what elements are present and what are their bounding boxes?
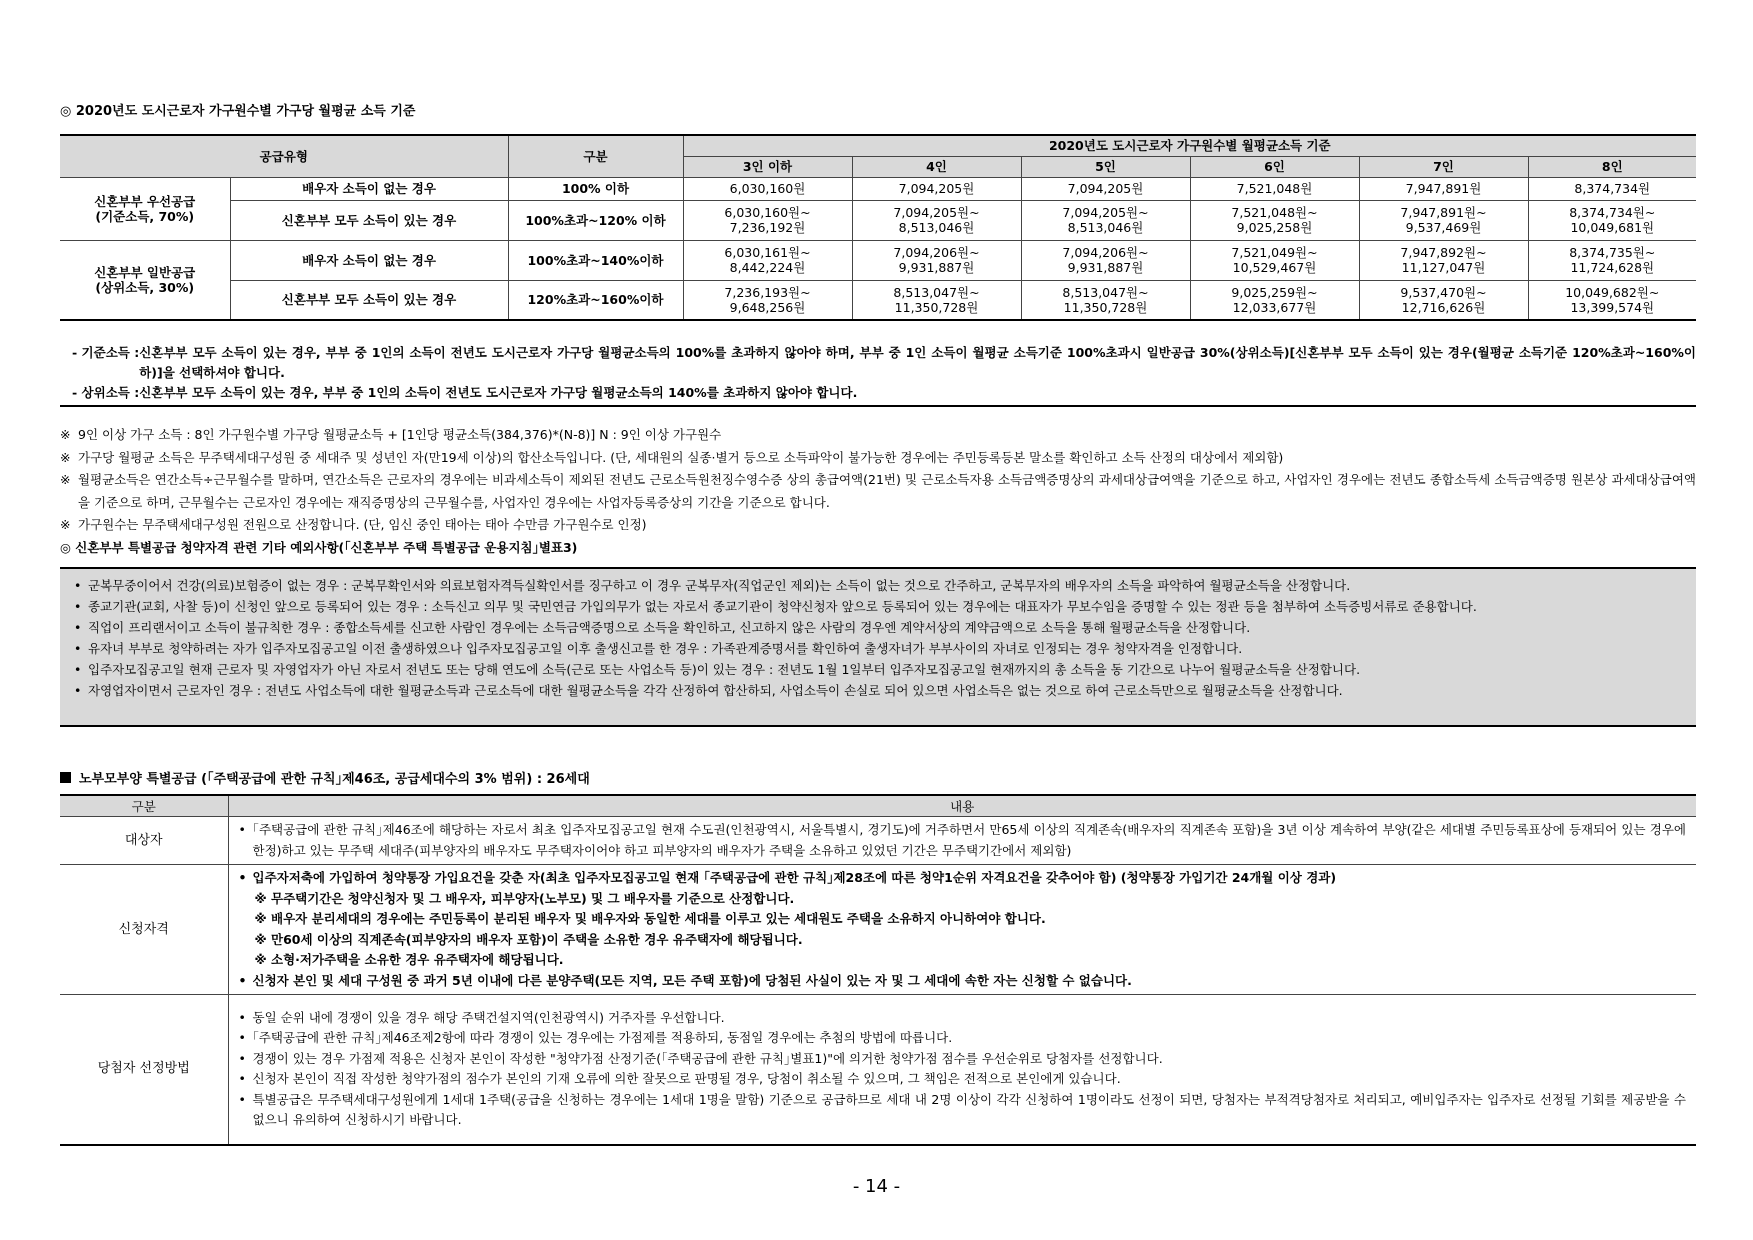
list-item-text: ｢주택공급에 관한 규칙｣제46조에 해당하는 자로서 최초 입주자모집공고일 현재 수도권(인천광역시, 서울특별시, 경기도)에 거주하면서 만65세 이상의 직계존속(배우자의 직계존속 포함)을 3년 이상 계속하여 부양(같은 세대별 주민등록표상에 등재되어 있는 경우에 한정)하고 있는 무주택 세대주(피부양자의 배우자도 무주택자이어야 하고 피부양자의 배우자가 주택을 소유하고 있었던 기간은 무주택기간에서 제외함) xyxy=(252,822,1686,858)
value-to: 10,529,467원 xyxy=(1232,260,1317,275)
note-mark: ※ xyxy=(60,472,71,487)
list-item xyxy=(74,638,1682,659)
group-label xyxy=(60,177,230,240)
value-to: 11,127,047원 xyxy=(1401,260,1486,275)
value-cell xyxy=(1359,240,1528,280)
bullet-icon: • xyxy=(238,1050,246,1066)
bullet-icon: • xyxy=(238,972,247,988)
value-cell xyxy=(1021,240,1190,280)
note-item: ※ 소형·저가주택을 소유한 경우 유주택자에 해당됩니다. xyxy=(254,952,564,967)
value-to: 11,724,628원 xyxy=(1570,260,1655,275)
range-cell: 120%초과~160%이하 xyxy=(508,280,683,320)
header-col: 3인 이하 xyxy=(683,156,852,177)
value-to: 11,350,728원 xyxy=(1063,299,1148,315)
list-item xyxy=(239,1028,1687,1049)
value-from: 7,236,193원~ xyxy=(724,284,811,300)
header-income-group: 2020년도 도시근로자 가구원수별 월평균소득 기준 xyxy=(683,135,1696,156)
value-cell: 8,374,734원 xyxy=(1528,177,1696,200)
value-from: 7,094,206원~ xyxy=(893,245,980,260)
footnote-text: 신혼부부 모두 소득이 있는 경우, 부부 중 1인의 소득이 전년도 도시근로자 가구당 월평균소득의 140%를 초과하지 않아야 합니다. xyxy=(139,385,858,400)
list-item-text: 신청자 본인이 직접 작성한 청약가점의 점수가 본인의 기재 오류에 의한 잘못으로 판명될 경우, 당첨이 취소될 수 있으며, 그 책임은 전적으로 본인에게 있습니다. xyxy=(252,1071,1121,1087)
bullet-icon: • xyxy=(238,1071,246,1087)
value-from: 7,947,892원~ xyxy=(1400,245,1487,260)
value-from: 8,513,047원~ xyxy=(1062,284,1149,300)
value-cell: 7,094,205원 xyxy=(852,177,1021,200)
section-title-text: 노부모부양 특별공급 (｢주택공급에 관한 규칙｣제46조, 공급세대수의 3% 범위) : 26세대 xyxy=(79,772,590,787)
value-cell xyxy=(683,240,852,280)
group-label xyxy=(60,240,230,320)
bullet-icon: • xyxy=(74,683,82,698)
bullet-icon: • xyxy=(74,620,82,635)
value-to: 8,513,046원 xyxy=(898,220,975,235)
section-title-income: ◎ 2020년도 도시근로자 가구원수별 가구당 월평균 소득 기준 xyxy=(60,104,416,119)
value-cell xyxy=(1021,200,1190,240)
list-item-text: 직업이 프리랜서이고 소득이 불규칙한 경우 : 종합소득세를 신고한 사람인 경우에는 소득금액증명으로 소득을 확인하고, 신고하지 않은 사람의 경우엔 계약서상의 계약금액으로 소득을 통해 월평균소득을 산정합니다. xyxy=(88,620,1251,635)
list-item xyxy=(74,659,1682,680)
case-cell: 신혼부부 모두 소득이 있는 경우 xyxy=(230,280,508,320)
list-item xyxy=(239,971,1687,992)
note-item xyxy=(60,469,1696,514)
row-content xyxy=(228,817,1696,865)
value-from: 10,049,682원~ xyxy=(1565,284,1660,300)
table-row xyxy=(60,280,1696,320)
value-cell xyxy=(1190,240,1359,280)
value-from: 9,537,470원~ xyxy=(1400,284,1487,300)
value-cell xyxy=(852,240,1021,280)
value-to: 11,350,728원 xyxy=(894,299,979,315)
value-from: 7,521,048원~ xyxy=(1231,205,1318,220)
value-to: 8,442,224원 xyxy=(729,260,806,275)
list-item xyxy=(74,596,1682,617)
footnote xyxy=(72,383,1696,403)
row-label: 신청자격 xyxy=(60,865,228,995)
header-division: 구분 xyxy=(508,135,683,177)
list-item-text: 특별공급은 무주택세대구성원에게 1세대 1주택(공급을 신청하는 경우에는 1세대 1명을 말함) 기준으로 공급하므로 세대 내 2명 이상이 각각 신청하여 1명이라도 선정이 되면, 당첨자는 부적격당첨자로 처리되고, 예비입주자는 입주자로 선정될 기회를 제공받을 수 없으니 유의하여 신청하시기 바랍니다. xyxy=(252,1091,1686,1128)
value-to: 12,033,677원 xyxy=(1232,299,1317,315)
row-content xyxy=(228,865,1696,995)
header-col: 5인 xyxy=(1021,156,1190,177)
group-label-line: (상위소득, 30%) xyxy=(95,279,195,295)
bullet-icon: • xyxy=(238,870,247,885)
value-cell: 7,947,891원 xyxy=(1359,177,1528,200)
table-row xyxy=(60,865,1696,995)
value-to: 9,931,887원 xyxy=(898,260,975,275)
note-text: 가구원수는 무주택세대구성원 전원으로 산정합니다. (단, 임신 중인 태아는 태아 수만큼 가구원수로 인정) xyxy=(78,517,647,532)
list-item-text: 종교기관(교회, 사찰 등)이 신청인 앞으로 등록되어 있는 경우 : 소득신고 의무 및 국민연금 가입의무가 없는 자로서 종교기관이 청약신청자 앞으로 등록되어 있는 경우에는 대표자가 무보수임을 증명할 수 있는 정관 등을 첨부하여 소득증빙서류로 준용합니다. xyxy=(88,599,1477,614)
value-cell xyxy=(1359,280,1528,320)
divider xyxy=(60,405,1696,407)
bullet-icon: • xyxy=(238,1091,246,1107)
range-cell: 100% 이하 xyxy=(508,177,683,200)
note-text: 가구당 월평균 소득은 무주택세대구성원 중 세대주 및 성년인 자(만19세 이상)의 합산소득입니다. (단, 세대원의 실종·별거 등으로 소득파악이 불가능한 경우에는 주민등록등본 말소를 확인하고 소득 산정의 대상에서 제외함) xyxy=(78,449,1284,465)
bullet-icon: • xyxy=(74,662,82,677)
footnote-key: - 기준소득 : xyxy=(72,345,140,360)
note-item: ※ 무주택기간은 청약신청자 및 그 배우자, 피부양자(노부모) 및 그 배우자를 기준으로 산정합니다. xyxy=(254,890,795,906)
value-cell xyxy=(1359,200,1528,240)
list-item-text: 유자녀 부부로 청약하려는 자가 입주자모집공고일 이전 출생하였으나 입주자모집공고일 이후 출생신고를 한 경우 : 가족관계증명서를 확인하여 출생자녀가 부부사이의 자녀로 인정되는 경우 청약자격을 인정합니다. xyxy=(88,641,1243,656)
header-content: 내용 xyxy=(228,795,1696,817)
value-from: 7,094,206원~ xyxy=(1062,245,1149,260)
list-item-text: 군복무중이어서 건강(의료)보험증이 없는 경우 : 군복무확인서와 의료보험자격득실확인서를 징구하고 이 경우 군복무자(직업군인 제외)는 소득이 없는 것으로 간주하고, 군복무자의 배우자의 소득을 파악하여 월평균소득을 산정합니다. xyxy=(88,578,1351,593)
note-mark: ※ xyxy=(60,427,71,442)
group-label-line: 신혼부부 우선공급 xyxy=(94,193,196,209)
table-row xyxy=(60,240,1696,280)
group-label-line: (기준소득, 70%) xyxy=(95,208,195,224)
value-cell xyxy=(1528,200,1696,240)
note-item: ※ 만60세 이상의 직계존속(피부양자의 배우자 포함)이 주택을 소유한 경우 유주택자에 해당됩니다. xyxy=(254,931,803,947)
section-title-exceptions: ◎ 신혼부부 특별공급 청약자격 관련 기타 예외사항(｢신혼부부 주택 특별공급 운용지침｣별표3) xyxy=(60,539,578,555)
value-from: 6,030,161원~ xyxy=(724,245,811,260)
value-cell: 6,030,160원 xyxy=(683,177,852,200)
case-cell: 신혼부부 모두 소득이 있는 경우 xyxy=(230,200,508,240)
page-number: - 14 - xyxy=(852,1176,901,1197)
header-col: 4인 xyxy=(852,156,1021,177)
value-cell xyxy=(683,280,852,320)
square-bullet-icon xyxy=(60,772,71,783)
list-item-text: 입주자모집공고일 현재 근로자 및 자영업자가 아닌 자로서 전년도 또는 당해 연도에 소득(근로 또는 사업소득 등)이 있는 경우 : 전년도 1월 1일부터 입주자모집공고일 현재까지의 총 소득을 동 기간으로 나누어 월평균소득을 산정합니다. xyxy=(88,662,1361,677)
value-from: 9,025,259원~ xyxy=(1231,284,1318,300)
list-item xyxy=(239,868,1687,889)
list-item-text: ｢주택공급에 관한 규칙｣제46조제2항에 따라 경쟁이 있는 경우에는 가점제를 적용하되, 동점일 경우에는 추첨의 방법에 따릅니다. xyxy=(252,1030,953,1046)
income-table xyxy=(60,134,1696,321)
header-col: 8인 xyxy=(1528,156,1696,177)
value-to: 8,513,046원 xyxy=(1067,220,1144,235)
value-to: 13,399,574원 xyxy=(1570,299,1655,315)
list-item xyxy=(239,1069,1687,1090)
range-cell: 100%초과~140%이하 xyxy=(508,240,683,280)
note-mark: ※ xyxy=(60,517,71,532)
value-cell: 7,521,048원 xyxy=(1190,177,1359,200)
footnote-key: - 상위소득 : xyxy=(72,385,140,400)
value-to: 7,236,192원 xyxy=(729,220,806,235)
group-label-line: 신혼부부 일반공급 xyxy=(94,264,196,280)
footnote-text: 신혼부부 모두 소득이 있는 경우, 부부 중 1인의 소득이 전년도 도시근로자 가구당 월평균소득의 100%를 초과하지 않아야 하며, 부부 중 1인 소득이 월평균 소득기준 100%초과시 일반공급 30%(상위소득)[신혼부부 모두 소득이 있는 경우(월평균 소득기준 120%초과~160%이하)]을 선택하셔야 합니다. xyxy=(139,345,1696,380)
list-item xyxy=(239,820,1687,861)
row-content xyxy=(228,995,1696,1145)
note-item: ※ 배우자 분리세대의 경우에는 주민등록이 분리된 배우자 및 배우자와 동일한 세대를 이루고 있는 세대원도 주택을 소유하지 아니하여야 합니다. xyxy=(254,911,1046,926)
list-item xyxy=(74,575,1682,596)
value-cell xyxy=(1190,280,1359,320)
list-item-text: 자영업자이면서 근로자인 경우 : 전년도 사업소득에 대한 월평균소득과 근로소득에 대한 월평균소득을 각각 산정하여 합산하되, 사업소득이 손실로 되어 있으면 사업소득은 없는 것으로 하여 근로소득만으로 월평균소득을 산정합니다. xyxy=(88,683,1343,698)
note-mark: ※ xyxy=(60,449,71,465)
list-item xyxy=(239,1049,1687,1070)
value-cell: 7,094,205원 xyxy=(1021,177,1190,200)
value-cell xyxy=(1021,280,1190,320)
case-cell: 배우자 소득이 없는 경우 xyxy=(230,240,508,280)
case-cell: 배우자 소득이 없는 경우 xyxy=(230,177,508,200)
value-cell xyxy=(852,200,1021,240)
value-to: 12,716,626원 xyxy=(1401,299,1486,315)
header-col: 6인 xyxy=(1190,156,1359,177)
bullet-icon: • xyxy=(74,641,82,656)
header-col: 7인 xyxy=(1359,156,1528,177)
value-from: 7,947,891원~ xyxy=(1400,205,1487,220)
bullet-icon: • xyxy=(238,822,246,837)
value-to: 9,648,256원 xyxy=(729,299,806,315)
table-row xyxy=(60,817,1696,865)
value-from: 7,094,205원~ xyxy=(893,205,980,220)
value-cell xyxy=(1528,280,1696,320)
exceptions-box xyxy=(60,567,1696,727)
value-to: 9,931,887원 xyxy=(1067,260,1144,275)
list-item xyxy=(74,617,1682,638)
value-from: 7,521,049원~ xyxy=(1231,245,1318,260)
list-item xyxy=(74,680,1682,701)
value-cell xyxy=(852,280,1021,320)
value-to: 9,025,258원 xyxy=(1236,220,1313,235)
value-to: 9,537,469원 xyxy=(1405,220,1482,235)
value-from: 8,513,047원~ xyxy=(893,284,980,300)
value-from: 7,094,205원~ xyxy=(1062,205,1149,220)
value-from: 8,374,734원~ xyxy=(1569,205,1656,220)
value-cell xyxy=(683,200,852,240)
list-item xyxy=(239,1090,1687,1131)
value-to: 10,049,681원 xyxy=(1570,220,1655,235)
table-row xyxy=(60,200,1696,240)
list-item-text: 경쟁이 있는 경우 가점제 적용은 신청자 본인이 작성한 "청약가점 산정기준(｢주택공급에 관한 규칙｣별표1)"에 의거한 청약가점 점수를 우선순위로 당첨자를 선정합니다. xyxy=(252,1050,1163,1066)
range-cell: 100%초과~120% 이하 xyxy=(508,200,683,240)
bullet-icon: • xyxy=(238,1009,246,1025)
table-row xyxy=(60,177,1696,200)
value-from: 8,374,735원~ xyxy=(1569,245,1656,260)
bullet-icon: • xyxy=(74,599,82,614)
bullet-icon: • xyxy=(74,578,82,593)
value-cell xyxy=(1190,200,1359,240)
list-item-text: 동일 순위 내에 경쟁이 있을 경우 해당 주택건설지역(인천광역시) 거주자를 우선합니다. xyxy=(252,1009,725,1025)
row-label: 대상자 xyxy=(60,817,228,865)
note-item xyxy=(60,514,1696,537)
list-item-text: 신청자 본인 및 세대 구성원 중 과거 5년 이내에 다른 분양주택(모든 지역, 모든 주택 포함)에 당첨된 사실이 있는 자 및 그 세대에 속한 자는 신청할 수 없습니다. xyxy=(252,972,1132,988)
note-item xyxy=(60,447,1696,470)
table-row xyxy=(60,995,1696,1145)
income-footnotes xyxy=(72,343,1696,403)
value-cell xyxy=(1528,240,1696,280)
section-title-parents xyxy=(60,768,590,787)
income-notes xyxy=(60,424,1696,559)
header-division: 구분 xyxy=(60,795,228,817)
header-supply-type: 공급유형 xyxy=(60,135,508,177)
list-item xyxy=(239,1008,1687,1029)
parents-support-table xyxy=(60,794,1696,1146)
footnote xyxy=(72,343,1696,383)
note-item xyxy=(60,424,1696,447)
note-text: 월평균소득은 연간소득÷근무월수를 말하며, 연간소득은 근로자의 경우에는 비과세소득이 제외된 전년도 근로소득원천징수영수증 상의 총급여액(21번) 및 근로소득자용 소득금액증명상의 과세대상급여액을 기준으로 하고, 사업자인 경우에는 전년도 종합소득세 소득금액증명 원본상 과세대상급여액을 기준으로 하며, 근무월수는 근로자인 경우에는 재직증명상의 근무월수를, 사업자인 경우에는 사업자등록증상의 기간을 기준으로 합니다. xyxy=(78,472,1696,510)
bullet-icon: • xyxy=(238,1030,246,1046)
list-item-text: 입주자저축에 가입하여 청약통장 가입요건을 갖춘 자(최초 입주자모집공고일 현재 ｢주택공급에 관한 규칙｣제28조에 따른 청약1순위 자격요건을 갖추어야 함) (청약통장 가입기간 24개월 이상 경과) xyxy=(252,870,1337,885)
note-text: 9인 이상 가구 소득 : 8인 가구원수별 가구당 월평균소득 + [1인당 평균소득(384,376)*(N-8)] N : 9인 이상 가구원수 xyxy=(78,427,722,442)
row-label: 당첨자 선정방법 xyxy=(60,995,228,1145)
value-from: 6,030,160원~ xyxy=(724,205,811,220)
